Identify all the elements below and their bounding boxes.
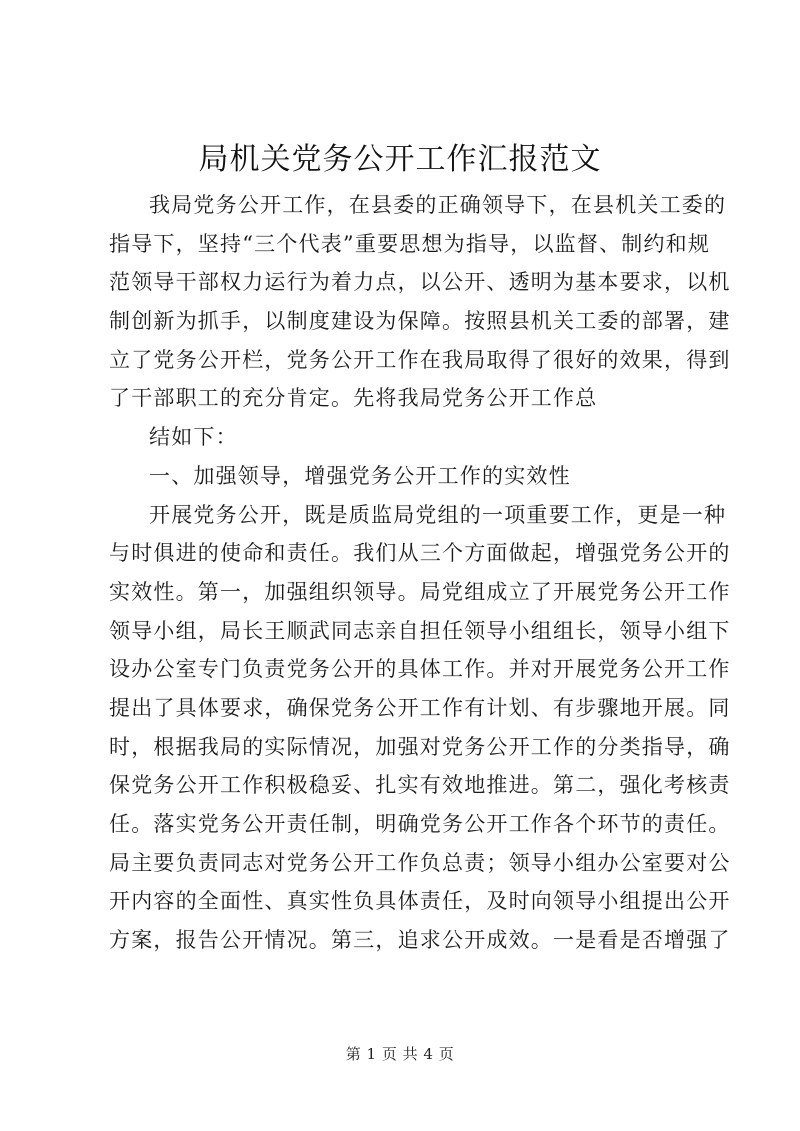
paragraph-line: 范领导干部权力运行为着力点，以公开、透明为基本要求，以机 <box>109 270 731 295</box>
paragraph-line: 实效性。第一，加强组织领导。局党组成立了开展党务公开工作 <box>109 579 731 604</box>
paragraph-line: 开展党务公开，既是质监局党组的一项重要工作，更是一种 <box>149 502 727 527</box>
paragraph-line: 指导下，坚持“三个代表”重要思想为指导，以监督、制约和规 <box>109 231 711 256</box>
paragraph-line: 立了党务公开栏，党务公开工作在我局取得了很好的效果，得到 <box>109 347 731 372</box>
paragraph-line: 任。落实党务公开责任制，明确党务公开工作各个环节的责任。 <box>109 812 731 836</box>
paragraph-line: 时，根据我局的实际情况，加强对党务公开工作的分类指导，确 <box>109 734 731 759</box>
paragraph-line: 我局党务公开工作，在县委的正确领导下，在县机关工委的 <box>149 193 727 217</box>
section-heading: 一、加强领导，增强党务公开工作的实效性 <box>149 463 571 488</box>
paragraph-line: 与时俱进的使命和责任。我们从三个方面做起，增强党务公开的 <box>109 541 731 566</box>
paragraph-line: 制创新为抓手，以制度建设为保障。按照县机关工委的部署，建 <box>109 309 731 334</box>
paragraph-line: 方案，报告公开情况。第三，追求公开成效。一是看是否增强了 <box>109 928 731 953</box>
paragraph-line: 了干部职工的充分肯定。先将我局党务公开工作总 <box>109 386 598 411</box>
page-footer: 第 1 页 共 4 页 <box>345 1045 455 1063</box>
document-body <box>109 186 731 960</box>
paragraph-line: 结如下： <box>149 425 238 450</box>
paragraph-line: 领导小组，局长王顺武同志亲自担任领导小组组长，领导小组下 <box>109 618 731 643</box>
document-title: 局机关党务公开工作汇报范文 <box>198 142 602 177</box>
paragraph-line: 提出了具体要求，确保党务公开工作有计划、有步骤地开展。同 <box>109 695 731 720</box>
paragraph-line: 保党务公开工作积极稳妥、扎实有效地推进。第二，强化考核责 <box>109 773 731 798</box>
paragraph-line: 开内容的全面性、真实性负具体责任，及时向领导小组提出公开 <box>109 889 731 914</box>
paragraph-line: 局主要负责同志对党务公开工作负总责；领导小组办公室要对公 <box>109 850 731 875</box>
paragraph-line: 设办公室专门负责党务公开的具体工作。并对开展党务公开工作 <box>109 657 731 682</box>
